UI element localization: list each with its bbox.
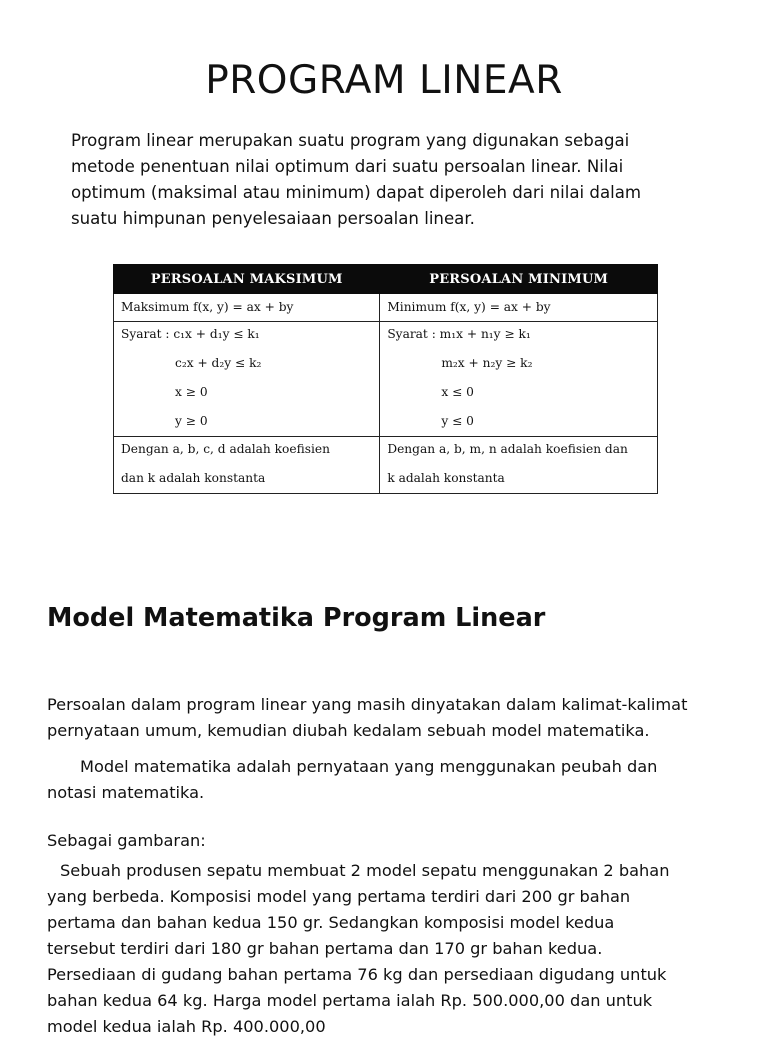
notes-min: [380, 437, 658, 494]
note-line: dan k adalah konstanta: [121, 471, 266, 485]
objective-row: [114, 294, 658, 322]
constraints-row: [114, 322, 658, 437]
note-line: Dengan a, b, m, n adalah koefisien dan: [387, 442, 628, 456]
objective-max: Maksimum f(x, y) = ax + by: [114, 294, 380, 322]
constraints-max: [114, 322, 380, 437]
table-header-row: [114, 265, 658, 294]
page-title: PROGRAM LINEAR: [205, 58, 563, 103]
spacer: [47, 806, 737, 828]
paragraph2-line: notasi matematika.: [47, 783, 205, 802]
constraints-min: [380, 322, 658, 437]
constraint-line: Syarat : m₁x + n₁y ≥ k₁: [387, 327, 531, 341]
constraint-line: x ≤ 0: [441, 385, 474, 399]
constraint-line: y ≤ 0: [441, 414, 474, 428]
intro-line: optimum (maksimal atau minimum) dapat diperoleh dari nilai dalam: [71, 183, 642, 202]
note-line: Dengan a, b, c, d adalah koefisien: [121, 442, 330, 456]
illustration-line: model kedua ialah Rp. 400.000,00: [47, 1017, 326, 1036]
intro-line: metode penentuan nilai optimum dari suatu persoalan linear. Nilai: [71, 157, 624, 176]
section-heading: Model Matematika Program Linear: [47, 603, 546, 633]
constraint-line: Syarat : c₁x + d₁y ≤ k₁: [121, 327, 260, 341]
header-minimum: PERSOALAN MINIMUM: [380, 265, 658, 294]
constraint-line: y ≥ 0: [175, 414, 208, 428]
notes-max: [114, 437, 380, 494]
illustration-line: tersebut terdiri dari 180 gr bahan pertama dan 170 gr bahan kedua.: [47, 939, 603, 958]
illustration-line: pertama dan bahan kedua 150 gr. Sedangkan komposisi model kedua: [47, 913, 615, 932]
comparison-table: [113, 264, 658, 494]
spacer: [47, 744, 737, 754]
illustration-line: Sebuah produsen sepatu membuat 2 model sepatu menggunakan 2 bahan: [60, 861, 670, 880]
paragraph2-line: Model matematika adalah pernyataan yang menggunakan peubah dan: [80, 757, 658, 776]
intro-line: Program linear merupakan suatu program yang digunakan sebagai: [71, 131, 630, 150]
section-body: [47, 692, 737, 1040]
paragraph1-line: Persoalan dalam program linear yang masih dinyatakan dalam kalimat-kalimat: [47, 695, 688, 714]
constraint-line: c₂x + d₂y ≤ k₂: [175, 356, 262, 370]
illustration-line: Persediaan di gudang bahan pertama 76 kg dan persediaan digudang untuk: [47, 965, 667, 984]
constraint-line: m₂x + n₂y ≥ k₂: [441, 356, 533, 370]
constraint-line: x ≥ 0: [175, 385, 208, 399]
notes-row: [114, 437, 658, 494]
illustration-line: yang berbeda. Komposisi model yang pertama terdiri dari 200 gr bahan: [47, 887, 631, 906]
note-line: k adalah konstanta: [387, 471, 505, 485]
intro-paragraph: [71, 128, 711, 232]
header-maximum: PERSOALAN MAKSIMUM: [114, 265, 380, 294]
intro-line: suatu himpunan penyelesaiaan persoalan linear.: [71, 209, 475, 228]
paragraph1-line: pernyataan umum, kemudian diubah kedalam sebuah model matematika.: [47, 721, 650, 740]
illustration-label: Sebagai gambaran:: [47, 831, 206, 850]
objective-min: Minimum f(x, y) = ax + by: [380, 294, 658, 322]
illustration-line: bahan kedua 64 kg. Harga model pertama ialah Rp. 500.000,00 dan untuk: [47, 991, 653, 1010]
